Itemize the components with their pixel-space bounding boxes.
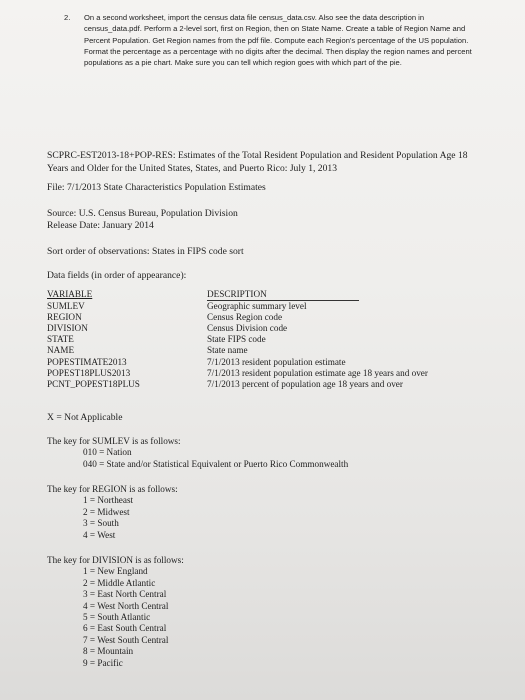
division-key-title: The key for DIVISION is as follows: (47, 555, 184, 565)
field-row (47, 301, 467, 312)
field-desc: State name (207, 345, 248, 356)
division-item: 7 = West South Central (83, 634, 169, 645)
field-name: SUMLEV (47, 301, 85, 312)
task-number: 2. (64, 13, 71, 22)
field-row (47, 323, 467, 334)
division-item: 8 = Mountain (83, 646, 134, 657)
field-row (47, 379, 467, 390)
division-item: 6 = East South Central (83, 623, 167, 634)
not-applicable-note: X = Not Applicable (47, 412, 123, 423)
field-name: DIVISION (47, 323, 88, 334)
field-name: POPESTIMATE2013 (47, 356, 127, 367)
field-desc: 7/1/2013 resident population estimate age 18 years and over (207, 367, 428, 378)
division-key (47, 555, 184, 669)
region-key-title: The key for REGION is as follows: (47, 484, 178, 494)
field-name: STATE (47, 334, 74, 345)
division-item: 5 = South Atlantic (83, 612, 151, 623)
field-name: PCNT_POPEST18PLUS (47, 378, 140, 389)
description-column-header: DESCRIPTION (207, 289, 359, 301)
field-row (47, 312, 467, 323)
field-row (47, 334, 467, 345)
field-desc: 7/1/2013 resident population estimate (207, 356, 346, 367)
field-name: POPEST18PLUS2013 (47, 367, 131, 378)
document-header: SCPRC-EST2013-18+POP-RES: Estimates of the Total Resident Population and Resident Population Age 18 Years and Older for the United States, States, and Puerto Rico: July 1, 2013 (47, 150, 468, 174)
sumlev-key (47, 436, 348, 470)
task-instructions (64, 12, 484, 68)
sumlev-item: 010 = Nation (83, 447, 132, 458)
region-item: 1 = Northeast (83, 495, 134, 506)
source-line: Source: U.S. Census Bureau, Population Division (47, 208, 238, 219)
field-row (47, 357, 467, 368)
field-desc: Census Division code (207, 323, 288, 334)
sort-order-line: Sort order of observations: States in FIPS code sort (47, 246, 244, 257)
division-item: 4 = West North Central (83, 600, 169, 611)
field-desc: Census Region code (207, 312, 283, 323)
field-name: NAME (47, 345, 75, 356)
division-item: 9 = Pacific (83, 657, 123, 668)
fields-title: Data fields (in order of appearance): (47, 270, 187, 281)
division-item: 1 = New England (83, 566, 148, 577)
division-item: 2 = Middle Atlantic (83, 577, 156, 588)
field-desc: State FIPS code (207, 334, 266, 345)
region-item: 2 = Midwest (83, 506, 130, 517)
file-line: File: 7/1/2013 State Characteristics Population Estimates (47, 182, 266, 193)
task-text: On a second worksheet, import the census data file census_data.csv. Also see the data description in census_data.pdf. Perform a 2-level sort, first on Region, then on State Name. Create a table of Region Name and Percent Population. Get Region names from the pdf file. Compute each Region's percentage of the US population. Format the percentage as a percentage with no digits after the decimal. Then display the region names and percent populations as a pie chart. Make sure you can tell which region goes with which part of the pie. (84, 13, 472, 68)
field-row (47, 368, 467, 379)
release-date-line: Release Date: January 2014 (47, 220, 154, 231)
fields-header-row (47, 289, 467, 301)
region-key (47, 484, 178, 541)
division-item: 3 = East North Central (83, 589, 167, 600)
field-row (47, 345, 467, 356)
field-name: REGION (47, 312, 82, 323)
region-item: 4 = West (83, 529, 116, 540)
sumlev-item: 040 = State and/or Statistical Equivalent or Puerto Rico Commonwealth (83, 458, 349, 469)
field-desc: 7/1/2013 percent of population age 18 years and over (207, 378, 403, 389)
field-desc: Geographic summary level (207, 301, 307, 312)
region-item: 3 = South (83, 518, 119, 529)
sumlev-key-title: The key for SUMLEV is as follows: (47, 436, 181, 446)
data-fields-table (47, 289, 467, 390)
variable-column-header: VARIABLE (47, 289, 93, 299)
